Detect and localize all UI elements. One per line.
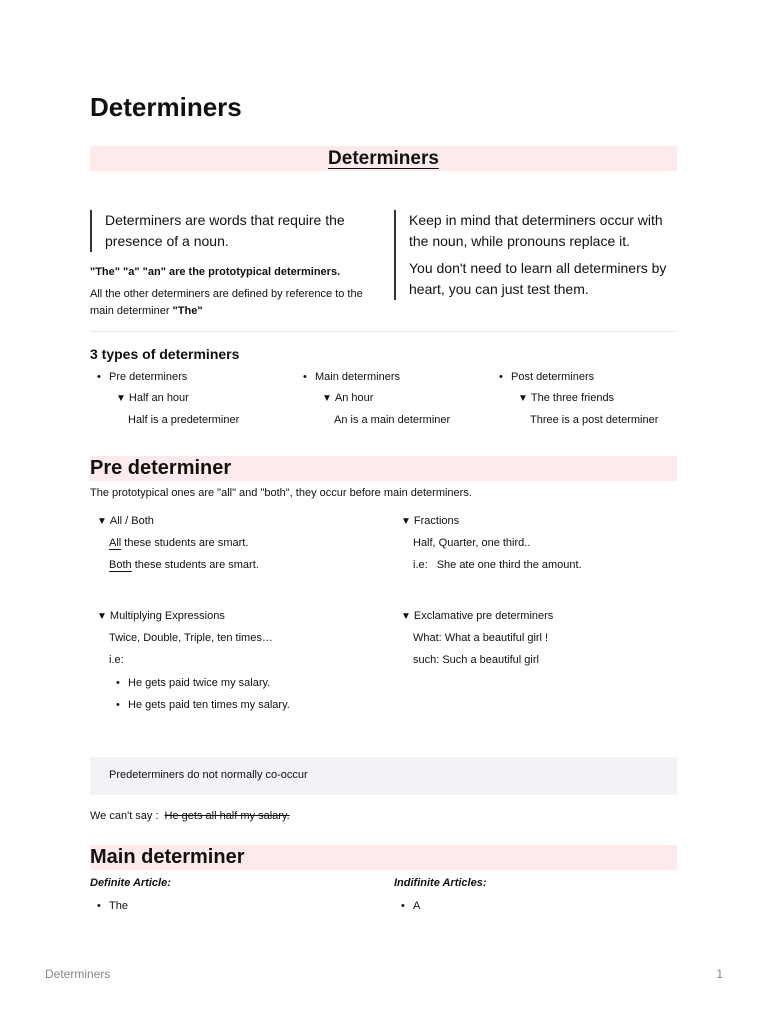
reminder-text-1: Keep in mind that determiners occur with the noun, while pronouns replace it. — [409, 212, 663, 249]
toggle-fractions[interactable] — [401, 514, 459, 529]
all-example-rest: these students are smart. — [121, 537, 249, 549]
toggle-multiplying[interactable] — [97, 609, 225, 624]
types-heading: 3 types of determiners — [90, 346, 240, 362]
banner-heading: Determiners — [328, 148, 439, 169]
type-pre-note: Half is a predeterminer — [128, 414, 240, 426]
fractions-list: Half, Quarter, one third.. — [413, 537, 531, 549]
type-main-label: • Main determiners — [315, 370, 400, 384]
toggle-label: Fractions — [413, 515, 460, 527]
ie-prefix: i.e: — [413, 559, 428, 571]
toggle-label: An hour — [334, 392, 374, 404]
all-example — [109, 536, 248, 550]
definition-quote — [90, 210, 355, 252]
main-determiner-band — [90, 845, 677, 870]
exclamative-such: such: Such a beautiful girl — [413, 654, 539, 666]
main-determiner-the: "The" — [172, 305, 203, 317]
toggle-label: The three friends — [530, 392, 615, 404]
pre-determiner-band — [90, 456, 677, 481]
toggle-triangle-icon: ▼ — [518, 393, 528, 404]
toggle-label: Half an hour — [128, 392, 189, 404]
toggle-triangle-icon: ▼ — [322, 393, 332, 404]
type-pre-label: • Pre determiners — [109, 370, 187, 384]
pre-determiner-desc: The prototypical ones are "all" and "both", they occur before main determiners. — [90, 487, 472, 499]
indefinite-article-item: • A — [413, 899, 420, 913]
other-determiners-note — [90, 286, 370, 320]
exclamative-what: What: What a beautiful girl ! — [413, 632, 549, 644]
page-number: 1 — [716, 967, 723, 981]
multiplying-example-1: • He gets paid twice my salary. — [128, 676, 270, 690]
toggle-exclamative[interactable] — [401, 609, 553, 624]
callout-text: Predeterminers do not normally co-occur — [109, 769, 308, 781]
definition-text: Determiners are words that require the presence of a noun. — [105, 212, 345, 249]
toggle-three-friends[interactable] — [518, 391, 614, 406]
prototypical-note: "The" "a" "an" are the prototypical determiners. — [90, 266, 341, 278]
reminder-quote — [394, 210, 679, 300]
toggle-triangle-icon: ▼ — [97, 611, 107, 622]
both-example-rest: these students are smart. — [131, 559, 259, 571]
title-banner — [90, 146, 677, 171]
all-word: All — [109, 537, 122, 549]
toggle-label: Exclamative pre determiners — [413, 610, 554, 622]
fractions-example — [413, 558, 582, 572]
toggle-label: Multiplying Expressions — [109, 610, 225, 622]
toggle-an-hour[interactable] — [322, 391, 373, 406]
both-example — [109, 558, 259, 572]
toggle-triangle-icon: ▼ — [116, 393, 126, 404]
reminder-text-2: You don't need to learn all determiners by heart, you can just test them. — [409, 260, 667, 297]
type-post-note: Three is a post determiner — [530, 414, 659, 426]
toggle-half-an-hour[interactable] — [116, 391, 189, 406]
multiplying-example-2: • He gets paid ten times my salary. — [128, 698, 290, 712]
callout-box — [90, 757, 677, 795]
both-word: Both — [109, 559, 132, 571]
pre-determiner-heading: Pre determiner — [90, 457, 232, 479]
toggle-triangle-icon: ▼ — [401, 516, 411, 527]
toggle-label: All / Both — [109, 515, 154, 527]
cant-say-line — [90, 809, 290, 823]
type-main-note: An is a main determiner — [334, 414, 451, 426]
incorrect-example: He gets all half my salary. — [164, 810, 290, 822]
cant-say-label: We can't say : — [90, 810, 159, 822]
toggle-triangle-icon: ▼ — [401, 611, 411, 622]
main-determiner-heading: Main determiner — [90, 846, 245, 868]
indefinite-articles-label: Indifinite Articles: — [394, 877, 487, 889]
type-post-label: • Post determiners — [511, 370, 594, 384]
fractions-example-text: She ate one third the amount. — [436, 559, 582, 571]
multiplying-list: Twice, Double, Triple, ten times… — [109, 632, 273, 644]
toggle-all-both[interactable] — [97, 514, 154, 529]
section-divider — [90, 331, 677, 332]
other-determiners-text: All the other determiners are defined by reference to the main determiner — [90, 288, 363, 317]
multiplying-ie: i.e: — [109, 654, 124, 666]
footer-title: Determiners — [45, 967, 111, 981]
page-title: Determiners — [90, 92, 242, 122]
toggle-triangle-icon: ▼ — [97, 516, 107, 527]
definite-article-label: Definite Article: — [90, 877, 171, 889]
definite-article-item: • The — [109, 899, 128, 913]
